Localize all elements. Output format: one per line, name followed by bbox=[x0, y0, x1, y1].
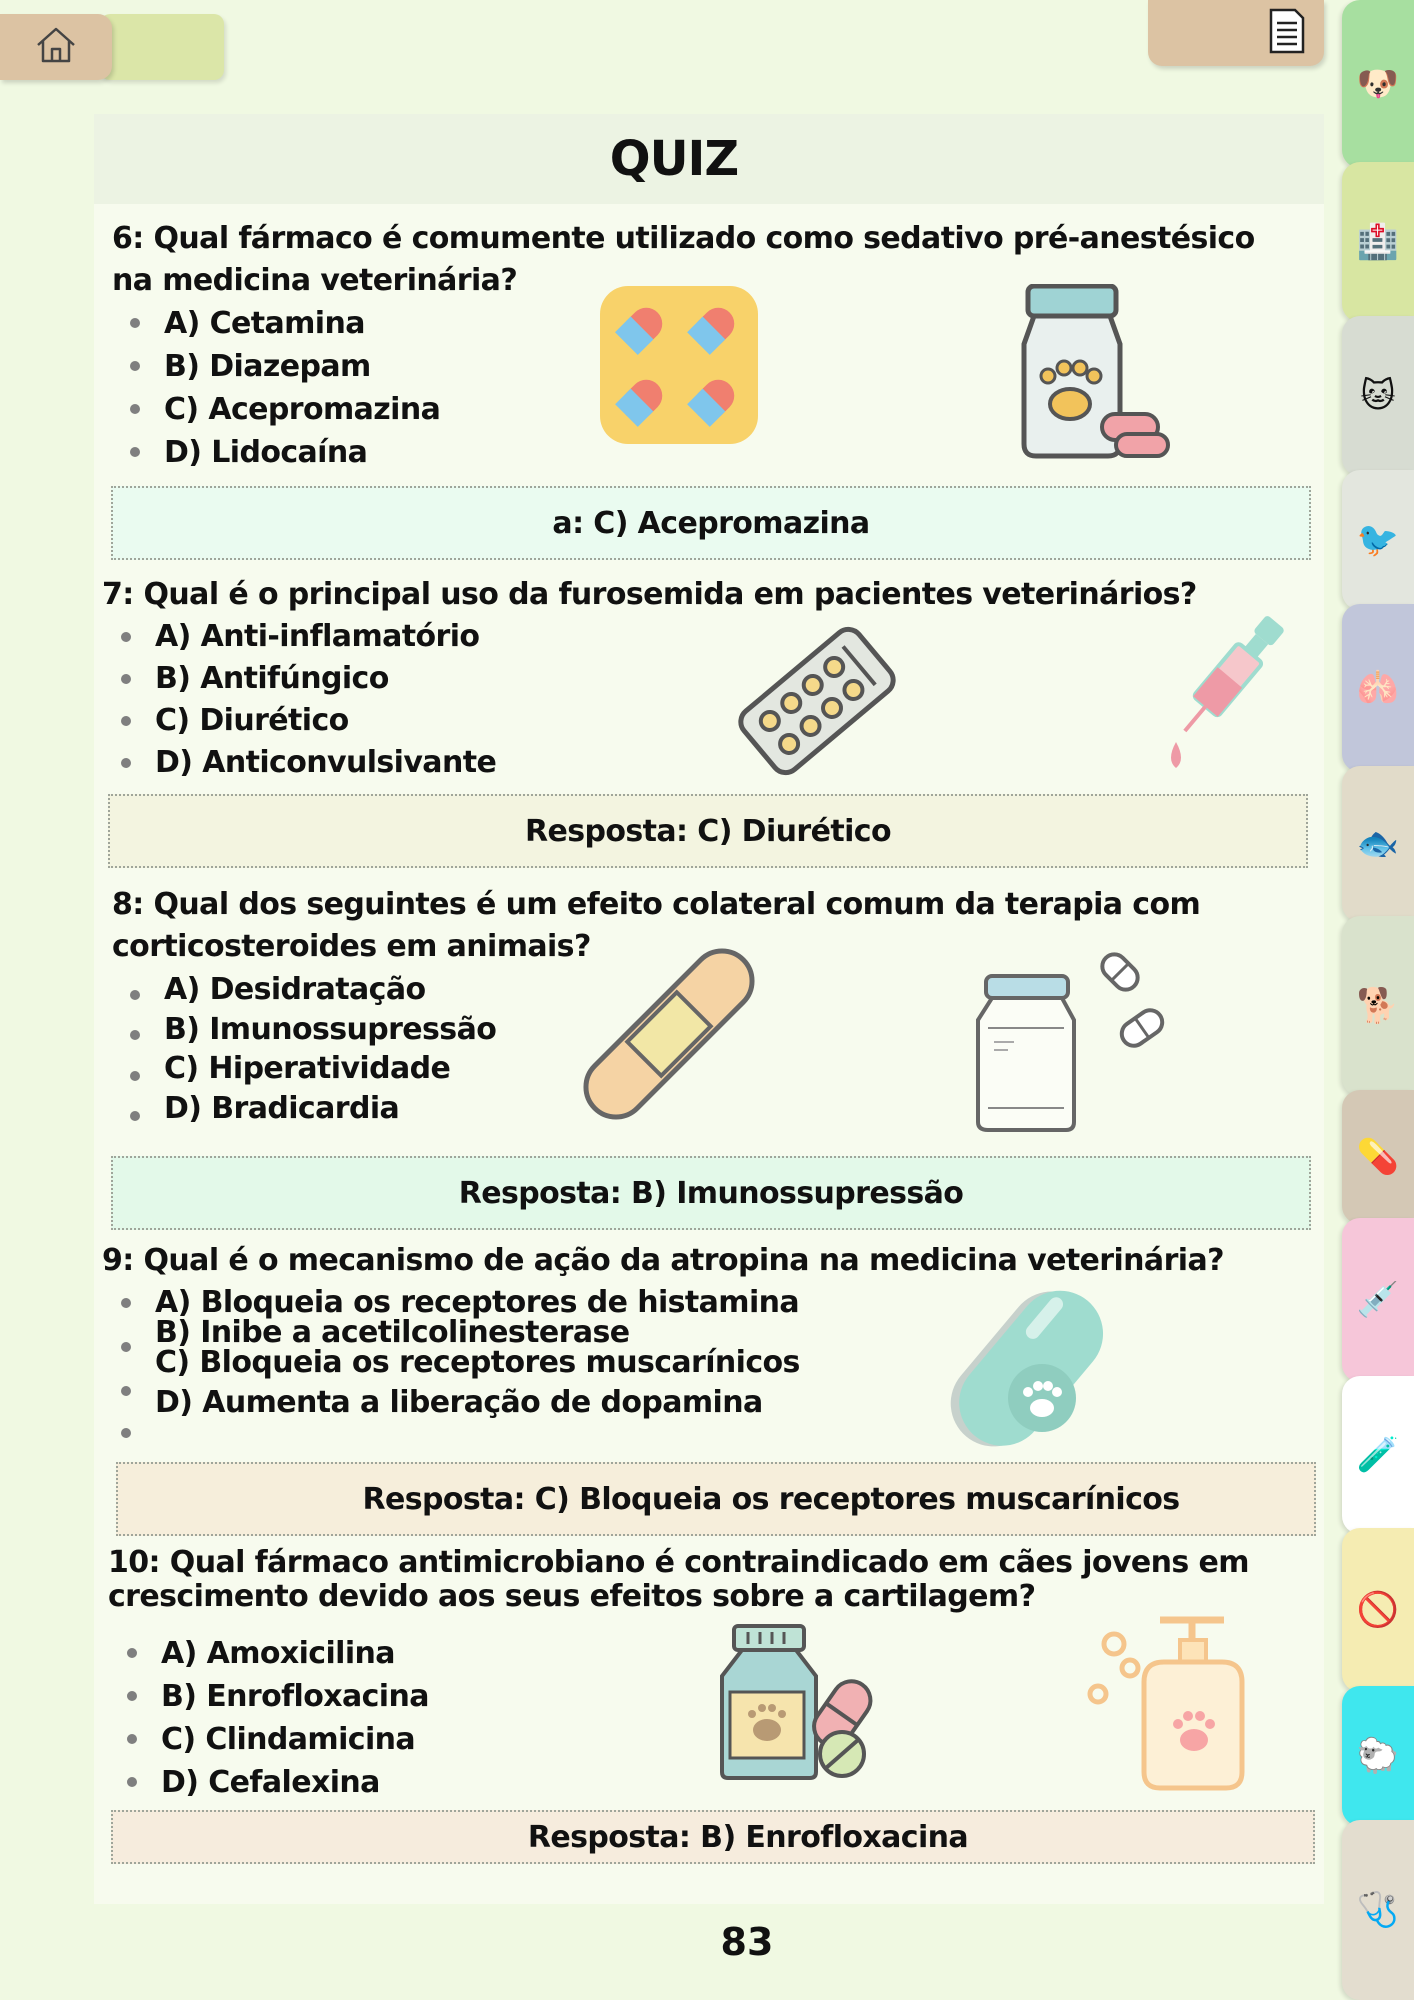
side-tab-vet[interactable] bbox=[1342, 0, 1414, 168]
answer-8: Resposta: B) Imunossupressão bbox=[111, 1156, 1311, 1230]
fish-icon: 🐟 bbox=[1356, 824, 1400, 864]
vet-exam-icon: 🩺 bbox=[1356, 1890, 1400, 1930]
page-number: 83 bbox=[720, 1920, 774, 1964]
side-tab-organ[interactable] bbox=[1342, 604, 1414, 772]
side-tab-fish[interactable] bbox=[1342, 766, 1414, 922]
sheep-icon: 🐑 bbox=[1356, 1736, 1400, 1776]
question-8: 8: Qual dos seguintes é um efeito colateral comum da terapia com corticosteroides em animais? bbox=[112, 887, 1201, 964]
bullet bbox=[121, 1342, 131, 1352]
vet-doctor-icon: 🐶 bbox=[1356, 64, 1400, 104]
vaccine-icon: 🧪 bbox=[1356, 1435, 1400, 1475]
side-tab-vaccine[interactable] bbox=[1342, 1376, 1414, 1534]
side-tab-hospital[interactable] bbox=[1342, 162, 1414, 322]
medicine-bottle-icon bbox=[712, 1622, 876, 1786]
option: B) Inibe a acetilcolinesterase bbox=[155, 1315, 630, 1350]
question-7: 7: Qual é o principal uso da furosemida em pacientes veterinários? bbox=[102, 577, 1197, 612]
side-tab-noentry[interactable] bbox=[1342, 1528, 1414, 1692]
options-8 bbox=[164, 970, 496, 1129]
side-tab-bird[interactable] bbox=[1342, 470, 1414, 610]
bullet bbox=[121, 1428, 131, 1438]
option: D) Cefalexina bbox=[161, 1761, 429, 1804]
option: A) Cetamina bbox=[164, 302, 440, 345]
question-9: 9: Qual é o mecanismo de ação da atropina na medicina veterinária? bbox=[102, 1243, 1224, 1278]
blister-pack-icon bbox=[732, 618, 902, 788]
document-icon bbox=[1268, 7, 1306, 59]
paw-capsule-icon bbox=[950, 1288, 1104, 1456]
side-tab-cat[interactable] bbox=[1342, 316, 1414, 476]
side-tab-exam[interactable] bbox=[1342, 1820, 1414, 2000]
no-entry-icon: 🚫 bbox=[1356, 1590, 1400, 1630]
options-7 bbox=[155, 616, 496, 784]
side-tab-dog[interactable] bbox=[1342, 916, 1414, 1096]
cat-icon: 🐱 bbox=[1360, 376, 1396, 416]
side-tab-sheep[interactable] bbox=[1342, 1686, 1414, 1826]
bird-icon: 🐦 bbox=[1356, 520, 1400, 560]
option: A) Bloqueia os receptores de histamina bbox=[155, 1285, 800, 1320]
side-tab-pills[interactable] bbox=[1342, 1090, 1414, 1224]
side-tab-syringe[interactable] bbox=[1342, 1218, 1414, 1382]
soap-dispenser-icon bbox=[1084, 1610, 1248, 1796]
notes-button[interactable] bbox=[1148, 0, 1324, 66]
options-10 bbox=[161, 1632, 429, 1804]
option: D) Aumenta a liberação de dopamina bbox=[155, 1385, 763, 1420]
options-6 bbox=[164, 302, 440, 474]
question-10: 10: Qual fármaco antimicrobiano é contraindicado em cães jovens em crescimento devido aos seus efeitos sobre a cartilagem? bbox=[108, 1545, 1249, 1614]
option: C) Clindamicina bbox=[161, 1718, 429, 1761]
option: C) Hiperatividade bbox=[164, 1049, 496, 1089]
pill-bottle-icon bbox=[964, 942, 1170, 1138]
bullet bbox=[121, 1298, 131, 1308]
option: A) Amoxicilina bbox=[161, 1632, 429, 1675]
option: A) Desidratação bbox=[164, 970, 496, 1010]
nav-tab[interactable] bbox=[100, 14, 224, 80]
home-button[interactable] bbox=[0, 14, 112, 80]
pill-bottle-icon: 💊 bbox=[1356, 1137, 1400, 1177]
answer-6: a: C) Acepromazina bbox=[111, 486, 1311, 560]
option: B) Antifúngico bbox=[155, 658, 496, 700]
dog-icon: 🐕 bbox=[1356, 986, 1400, 1026]
pet-medicine-jar-icon bbox=[1012, 284, 1172, 464]
home-icon bbox=[34, 25, 78, 69]
option: D) Lidocaína bbox=[164, 431, 440, 474]
pill-pack-icon bbox=[598, 284, 760, 450]
option: D) Anticonvulsivante bbox=[155, 742, 496, 784]
option: C) Acepromazina bbox=[164, 388, 440, 431]
answer-9: Resposta: C) Bloqueia os receptores muscarínicos bbox=[116, 1462, 1316, 1536]
option: B) Imunossupressão bbox=[164, 1010, 496, 1049]
hospital-icon: 🏥 bbox=[1356, 222, 1400, 262]
option: C) Bloqueia os receptores muscarínicos bbox=[155, 1345, 800, 1380]
option: C) Diurético bbox=[155, 700, 496, 742]
option: D) Bradicardia bbox=[164, 1089, 496, 1129]
option: B) Diazepam bbox=[164, 345, 440, 388]
question-6: 6: Qual fármaco é comumente utilizado como sedativo pré-anestésico na medicina veterinária? bbox=[112, 221, 1255, 298]
bullet bbox=[121, 1386, 131, 1396]
bandage-icon bbox=[578, 944, 760, 1128]
dropper-icon bbox=[1156, 612, 1296, 780]
organ-icon: 🫁 bbox=[1356, 668, 1400, 708]
answer-7: Resposta: C) Diurético bbox=[108, 794, 1308, 868]
option: A) Anti-inflamatório bbox=[155, 616, 496, 658]
side-tab-bar bbox=[1342, 0, 1414, 2000]
page-title: QUIZ bbox=[609, 131, 739, 187]
option: B) Enrofloxacina bbox=[161, 1675, 429, 1718]
answer-10: Resposta: B) Enrofloxacina bbox=[111, 1810, 1315, 1864]
syringe-icon: 💉 bbox=[1356, 1280, 1400, 1320]
